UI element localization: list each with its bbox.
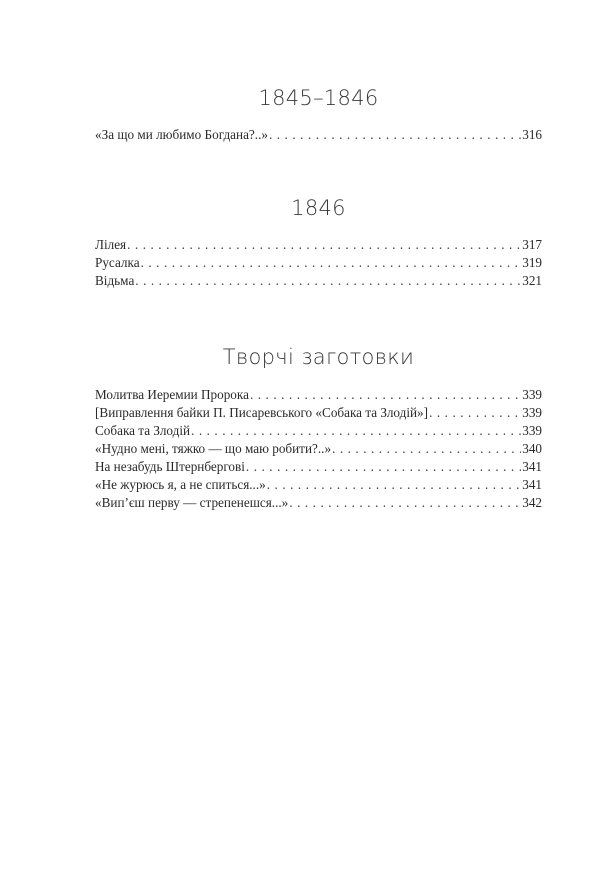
toc-entry[interactable] <box>95 494 542 512</box>
dot-leader <box>250 386 521 404</box>
entry-page-number: 319 <box>522 255 542 270</box>
entry-page-number: 339 <box>522 423 542 438</box>
entry-title: На незабудь Штернбергові <box>95 459 245 474</box>
dot-leader <box>191 422 521 440</box>
entry-page-number: 341 <box>522 477 542 492</box>
toc-entry[interactable] <box>95 236 542 254</box>
dot-leader <box>267 476 521 494</box>
entry-title: «Нудно мені, тяжко — що маю робити?..» <box>95 441 332 456</box>
toc-entry[interactable] <box>95 272 542 290</box>
entry-page-number: 339 <box>522 405 542 420</box>
toc-entry[interactable] <box>95 476 542 494</box>
dot-leader <box>269 126 521 144</box>
dot-leader <box>429 404 521 422</box>
dot-leader <box>289 494 521 512</box>
entry-page-number: 341 <box>522 459 542 474</box>
toc-entry[interactable] <box>95 458 542 476</box>
section-entries <box>95 126 542 144</box>
entry-page-number: 342 <box>522 495 542 510</box>
toc-entry[interactable] <box>95 386 542 404</box>
dot-leader <box>127 236 521 254</box>
dot-leader <box>332 440 521 458</box>
entry-title: Русалка <box>95 255 140 270</box>
entry-page-number: 316 <box>522 127 542 142</box>
entry-title: «Вип’єш перву — стрепенешся...» <box>95 495 289 510</box>
toc-entry[interactable] <box>95 440 542 458</box>
entry-title: «За що ми любимо Богдана?..» <box>95 127 268 142</box>
toc-entry[interactable] <box>95 126 542 144</box>
section-heading: 1846 <box>291 196 346 220</box>
entry-page-number: 339 <box>522 387 542 402</box>
entry-page-number: 317 <box>522 237 542 252</box>
entry-page-number: 321 <box>522 273 542 288</box>
section-heading: 1845–1846 <box>258 86 379 110</box>
toc-entry[interactable] <box>95 422 542 440</box>
entry-title: Відьма <box>95 273 135 288</box>
entry-title: [Виправлення байки П. Писаревського «Собака та Злодій»] <box>95 405 429 420</box>
section-heading: Творчі заготовки <box>222 345 415 369</box>
entry-page-number: 340 <box>522 441 542 456</box>
entry-title: «Не журюсь я, а не спиться...» <box>95 477 266 492</box>
entry-title: Собака та Злодій <box>95 423 191 438</box>
toc-entry[interactable] <box>95 404 542 422</box>
section-entries <box>95 236 542 290</box>
entry-title: Молитва Иеремии Пророка <box>95 387 249 402</box>
dot-leader <box>246 458 521 476</box>
dot-leader <box>141 254 522 272</box>
dot-leader <box>135 272 521 290</box>
section-entries <box>95 386 542 512</box>
entry-title: Лілея <box>95 237 127 252</box>
toc-entry[interactable] <box>95 254 542 272</box>
